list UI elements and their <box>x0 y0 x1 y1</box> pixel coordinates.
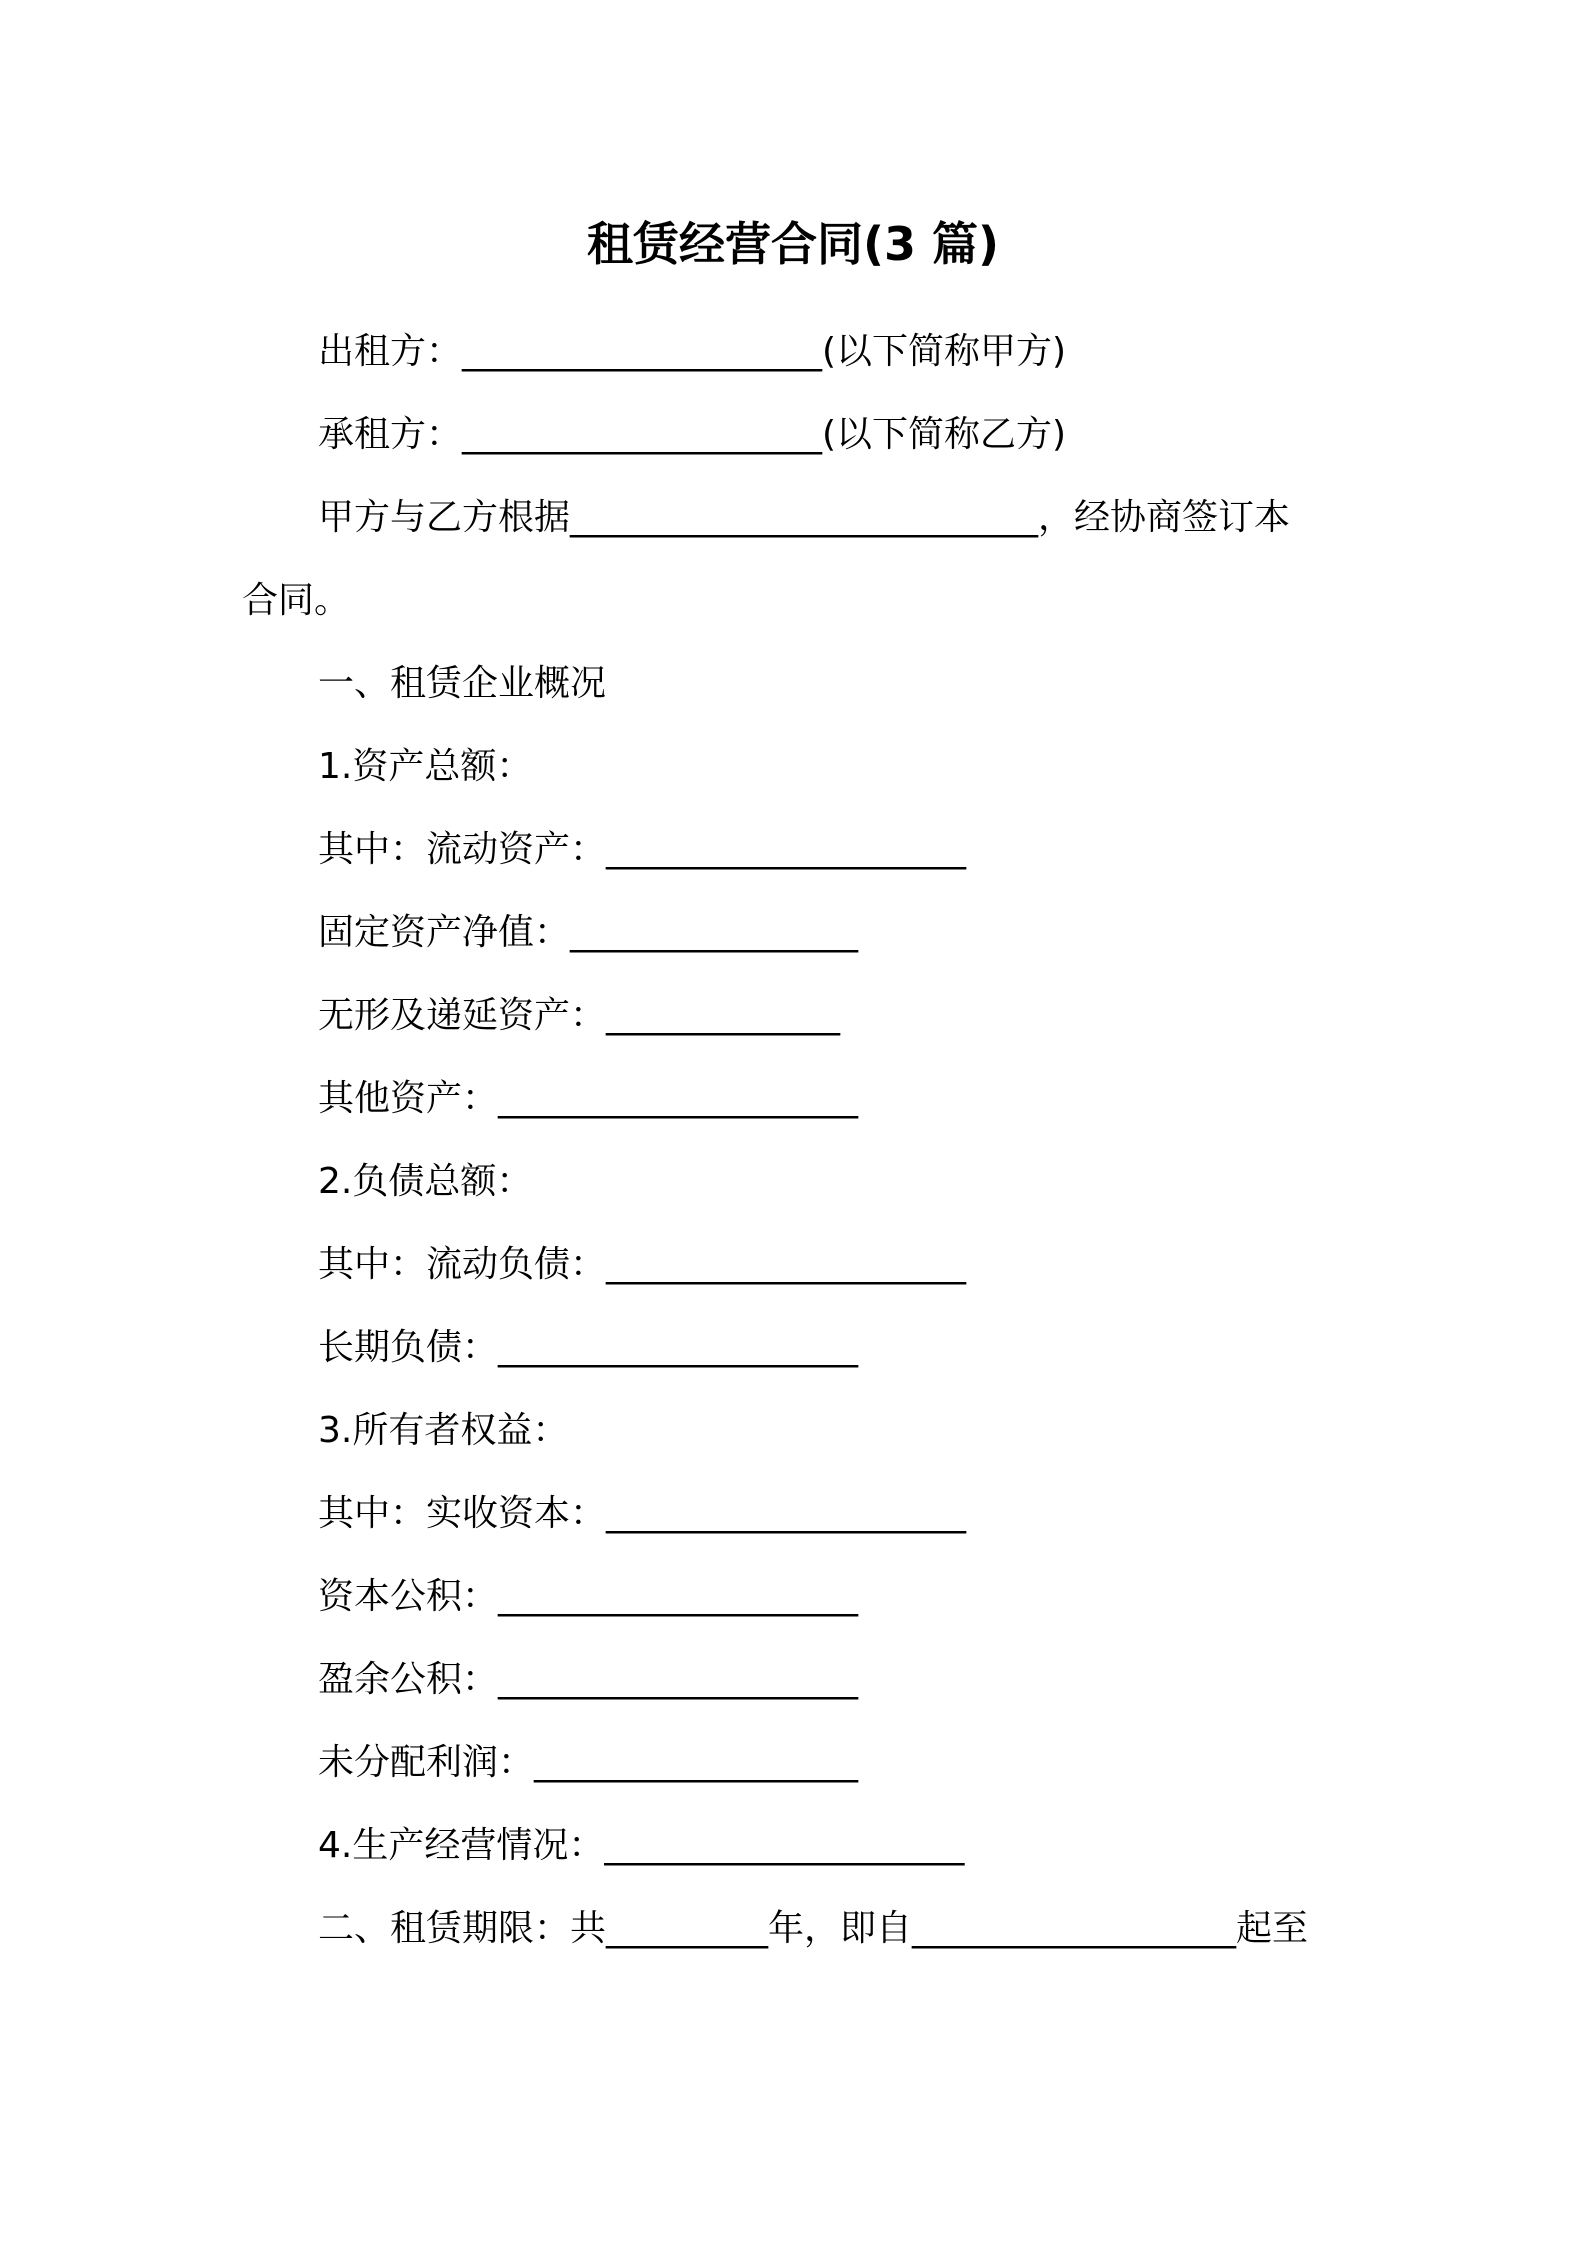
agreement-basis-line: 甲方与乙方根据__________________________，经协商签订本 <box>318 497 1291 538</box>
lease-term-line: 二、租赁期限：共_________年，即自__________________起至 <box>318 1908 1309 1949</box>
capital-reserve-line: 资本公积：____________________ <box>318 1576 859 1617</box>
current-assets-line: 其中：流动资产：____________________ <box>318 829 967 870</box>
undistributed-profit-line: 未分配利润：__________________ <box>318 1742 859 1783</box>
total-liabilities-line: 2.负债总额： <box>318 1161 533 1202</box>
intangible-assets-line: 无形及递延资产：_____________ <box>318 995 841 1036</box>
surplus-reserve-line: 盈余公积：____________________ <box>318 1659 859 1700</box>
document-title: 租赁经营合同(3 篇) <box>586 217 1000 271</box>
paid-in-capital-line: 其中：实收资本：____________________ <box>318 1493 967 1534</box>
total-assets-line: 1.资产总额： <box>318 746 533 787</box>
lessor-line: 出租方：____________________(以下简称甲方) <box>318 331 1067 372</box>
other-assets-line: 其他资产：____________________ <box>318 1078 859 1119</box>
section-1-heading: 一、租赁企业概况 <box>318 663 607 704</box>
agreement-basis-continuation: 合同。 <box>242 580 351 621</box>
current-liabilities-line: 其中：流动负债：____________________ <box>318 1244 967 1285</box>
owners-equity-line: 3.所有者权益： <box>318 1410 569 1451</box>
operations-status-line: 4.生产经营情况：____________________ <box>318 1825 965 1866</box>
long-term-liabilities-line: 长期负债：____________________ <box>318 1327 859 1368</box>
fixed-assets-line: 固定资产净值：________________ <box>318 912 859 953</box>
lessee-line: 承租方：____________________(以下简称乙方) <box>318 414 1067 455</box>
